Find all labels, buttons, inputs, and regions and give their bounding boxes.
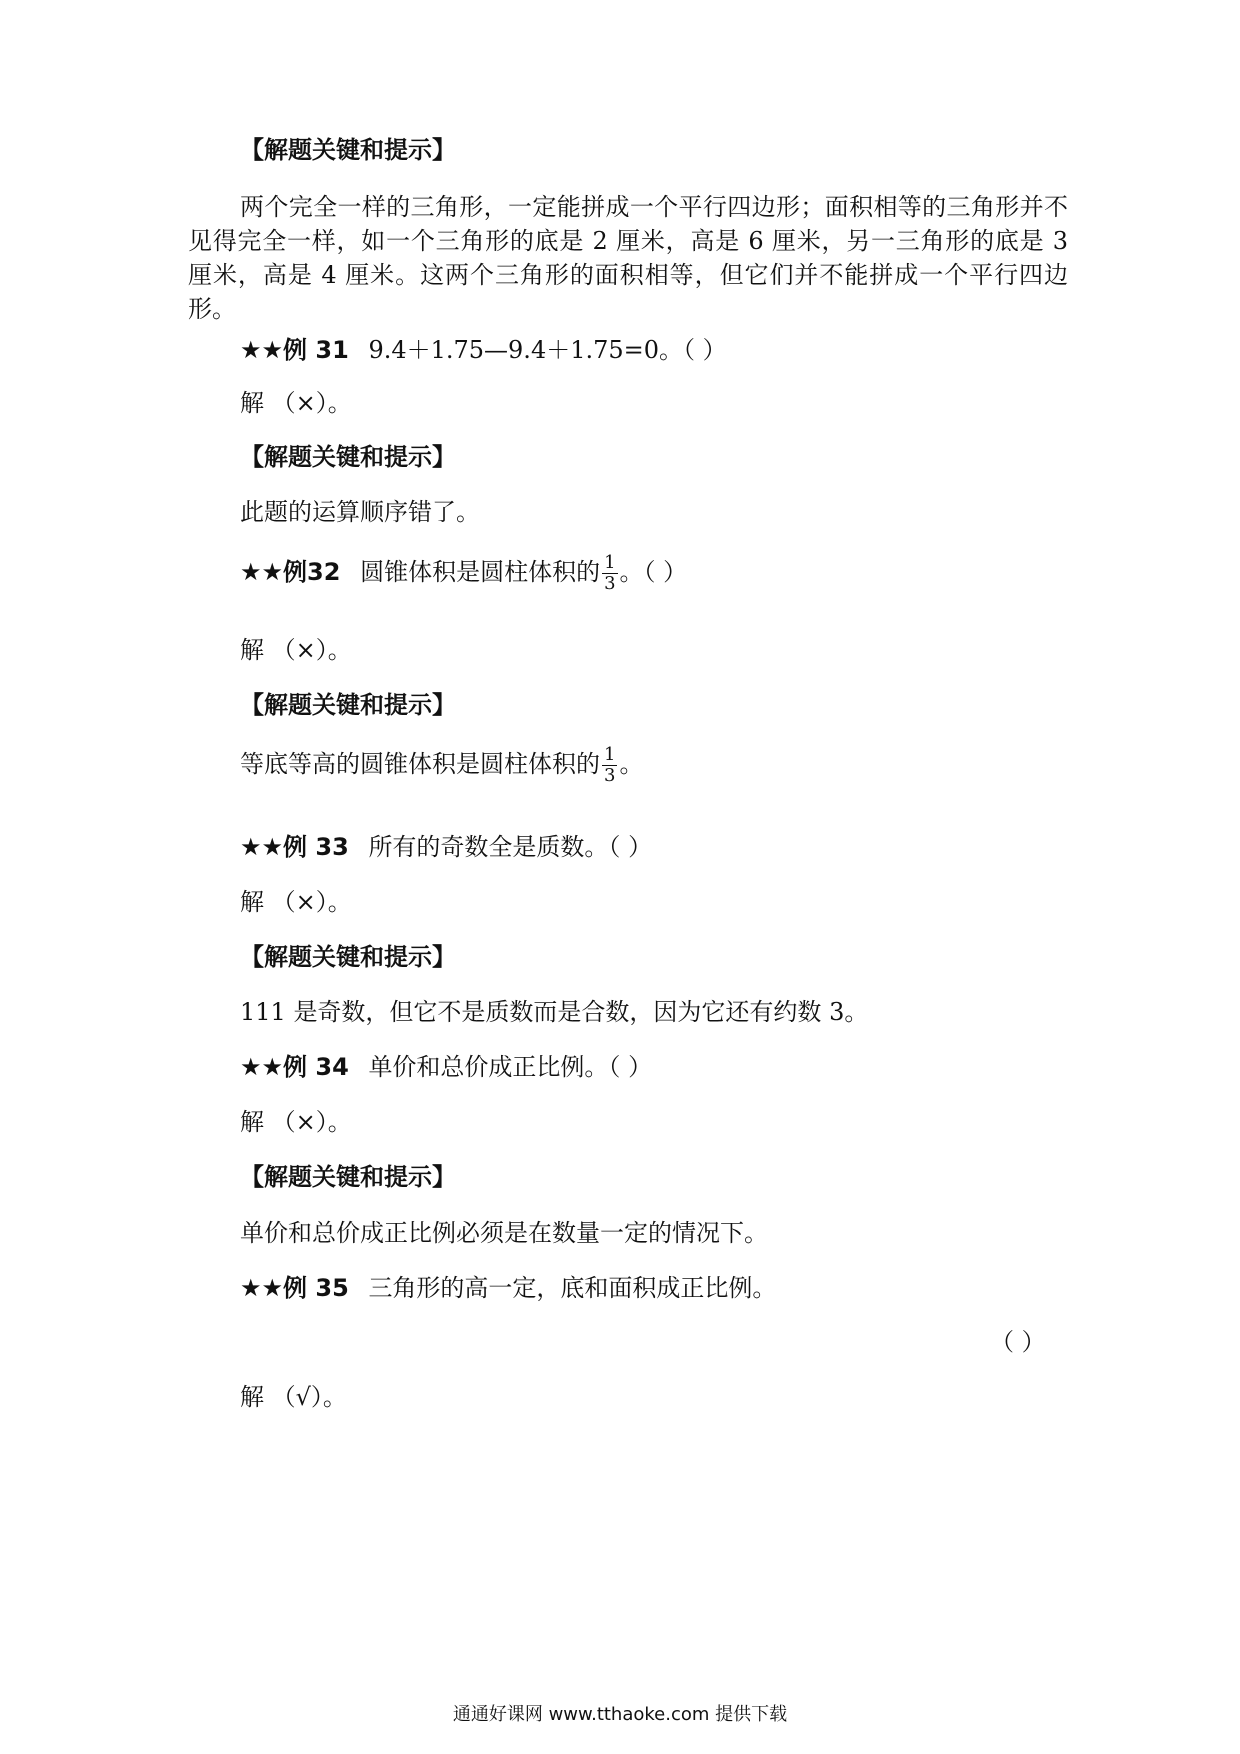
example-32-tail: 。（ ） bbox=[619, 558, 688, 586]
hint-paragraph-3 bbox=[240, 745, 643, 786]
answer-33: 解 （×）。 bbox=[240, 888, 352, 916]
hint-paragraph-2: 此题的运算顺序错了。 bbox=[240, 498, 480, 526]
example-32 bbox=[240, 553, 687, 594]
answer-31: 解 （×）。 bbox=[240, 389, 352, 417]
example-31-label: ★★例 31 bbox=[240, 336, 349, 364]
example-34-label: ★★例 34 bbox=[240, 1053, 349, 1081]
hint-paragraph-1: 两个完全一样的三角形，一定能拼成一个平行四边形；面积相等的三角形并不见得完全一样，如一个三角形的底是 2 厘米，高是 6 厘米，另一三角形的底是 3 厘米，高是 4 厘米。这两个三角形的面积相等，但它们并不能拼成一个平行四边形。 bbox=[188, 193, 1068, 323]
hint-heading-5: 【解题关键和提示】 bbox=[240, 1163, 456, 1191]
answer-35: 解 （√）。 bbox=[240, 1383, 347, 1411]
hint-paragraph-3-text: 等底等高的圆锥体积是圆柱体积的 bbox=[240, 750, 600, 778]
example-33-question: 所有的奇数全是质数。（ ） bbox=[368, 833, 653, 861]
page-footer: 通通好课网 www.tthaoke.com 提供下载 bbox=[452, 1704, 788, 1725]
example-31 bbox=[240, 333, 727, 367]
answer-32: 解 （×）。 bbox=[240, 636, 352, 664]
example-32-question: 圆锥体积是圆柱体积的 bbox=[360, 558, 601, 586]
fraction-denominator: 3 bbox=[604, 765, 616, 786]
example-35 bbox=[240, 1271, 776, 1305]
answer-34: 解 （×）。 bbox=[240, 1108, 352, 1136]
example-32-label: ★★例32 bbox=[240, 558, 341, 586]
hint-heading-4: 【解题关键和提示】 bbox=[240, 943, 456, 971]
hint-paragraph-5: 单价和总价成正比例必须是在数量一定的情况下。 bbox=[240, 1219, 768, 1247]
example-31-question: 9.4＋1.75—9.4＋1.75=0。（ ） bbox=[368, 336, 727, 364]
fraction-one-third bbox=[602, 745, 617, 786]
example-34-question: 单价和总价成正比例。（ ） bbox=[368, 1053, 653, 1081]
example-35-question: 三角形的高一定，底和面积成正比例。 bbox=[368, 1274, 777, 1302]
example-34 bbox=[240, 1050, 652, 1084]
hint-heading-2: 【解题关键和提示】 bbox=[240, 443, 456, 471]
example-33 bbox=[240, 830, 652, 864]
hint-heading-1: 【解题关键和提示】 bbox=[240, 136, 456, 164]
fraction-denominator: 3 bbox=[604, 573, 616, 594]
fraction-numerator: 1 bbox=[604, 552, 616, 573]
example-35-label: ★★例 35 bbox=[240, 1274, 349, 1302]
example-35-answer-blank: （ ） bbox=[990, 1328, 1046, 1356]
fraction-numerator: 1 bbox=[604, 744, 616, 765]
hint-heading-3: 【解题关键和提示】 bbox=[240, 691, 456, 719]
hint-paragraph-4: 111 是奇数，但它不是质数而是合数，因为它还有约数 3。 bbox=[240, 998, 869, 1026]
fraction-one-third bbox=[602, 553, 617, 594]
example-33-label: ★★例 33 bbox=[240, 833, 349, 861]
hint-paragraph-3-tail: 。 bbox=[619, 750, 644, 778]
